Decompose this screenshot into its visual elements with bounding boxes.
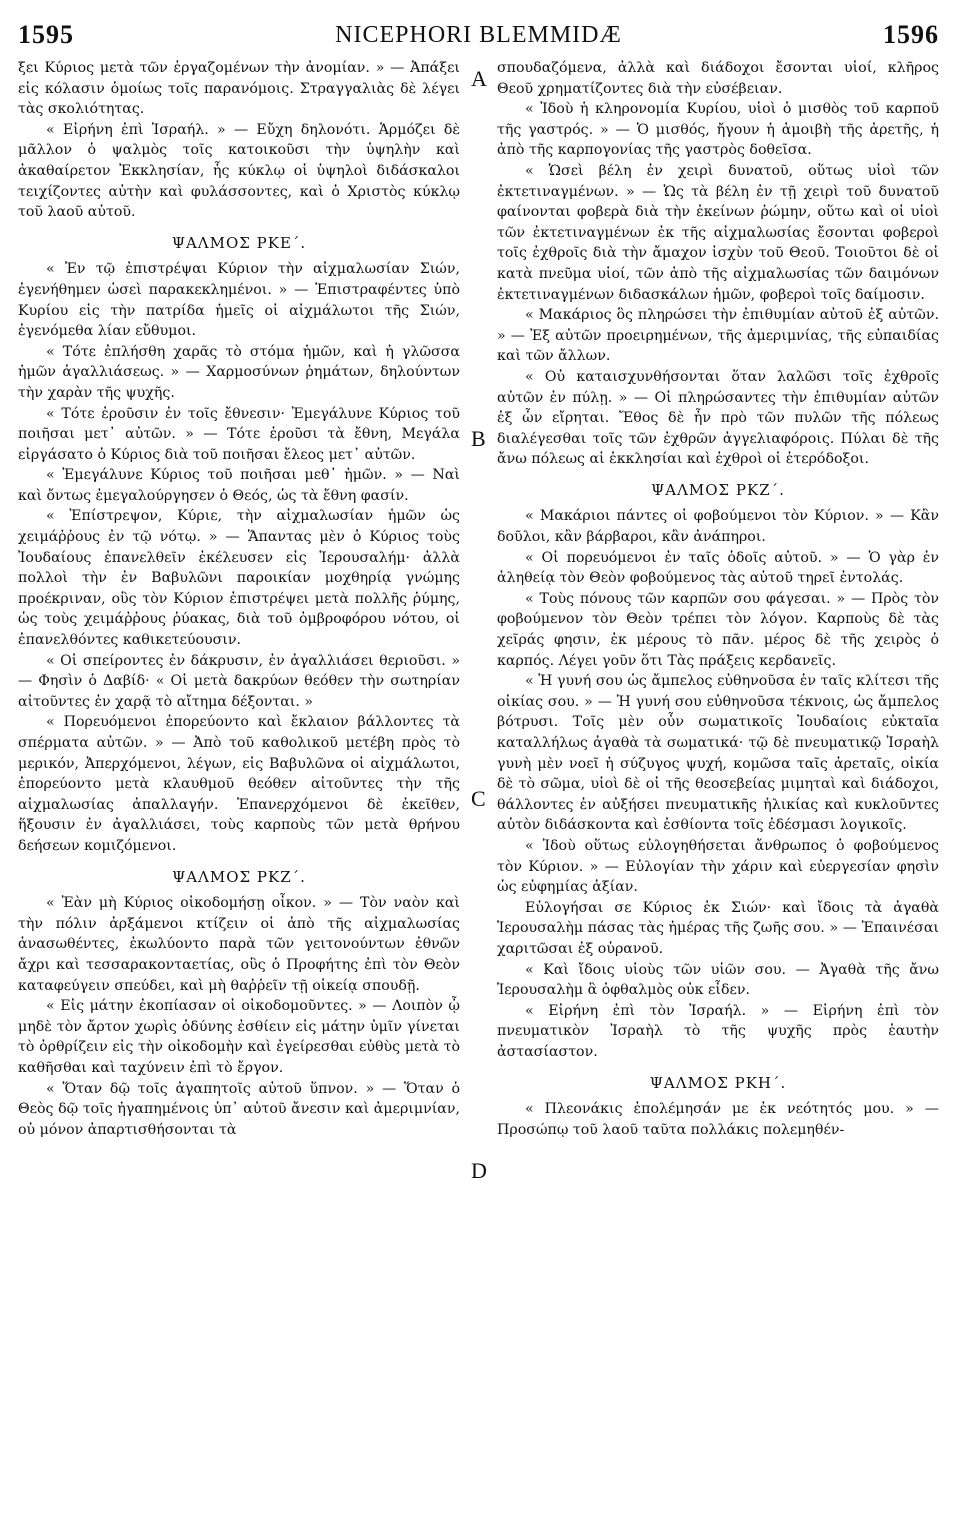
left-paragraph: « Πορευόμενοι ἐπορεύοντο καὶ ἔκλαιον βάλλοντες τὰ σπέρματα αὐτῶν. » — Ἀπὸ τοῦ καθολικοῦ μετέβη πρὸς τὸ μερικόν, Ἀπερχόμενοι, λέγων, εἰς Βαβυλῶνα οἱ αἰχμάλωτοι, ἐπορεύοντο μετὰ κλαυθμοῦ θεόθεν αἰτοῦντες τὴν τῆς αἰχμαλωσίας ἀπαλλαγήν. Ἐπανερχόμενοι δὲ ἐκεῖθεν, ἥξουσιν ἐν ἀγαλλιάσει, τοὺς καρποὺς τῶν μετὰ θρήνου δεήσεων κομιζόμενοι.: [18, 714, 460, 854]
right-paragraph: « Μακάριοι πάντες οἱ φοβούμενοι τὸν Κύριον. » — Κἂν δοῦλοι, κἂν βάρβαροι, κἂν ἀνάπηροι.: [497, 508, 939, 546]
right-paragraph: « Ἡ γυνή σου ὡς ἄμπελος εὐθηνοῦσα ἐν ταῖς κλίτεσι τῆς οἰκίας σου. » — Ἡ γυνή σου εὐθηνοῦσα τέκνοις, ὡς ἄμπελος βότρυσι. Τοῖς μὲν οὖν σωματικοῖς Ἰουδαίοις εὐκταῖα καταλλήλως ἀγαθὰ τὰ σωματικά· τῷ δὲ πνευματικῷ Ἰσραὴλ γυνὴ μὲν νοεῖ ἡ σύζυγος ψυχή, κομῶσα ταῖς ἀρεταῖς, οἰκία δὲ τὸ σῶμα, υἱοὶ δὲ οἱ τῆς θεοσεβείας μιμηταὶ καὶ διάδοχοι, θάλλοντες ἐν αὐξήσει πνευματικῆς ἡλικίας καὶ κυκλοῦντες αὐτὸν διδάσκοντα καὶ ἐσθίοντα τοῖς ἐδέσμασι λογικοῖς.: [497, 673, 939, 834]
left-paragraph: « Εἰρήνη ἐπὶ Ἰσραήλ. » — Εὔχη δηλονότι. Ἁρμόζει δὲ μᾶλλον ὁ ψαλμὸς τοῖς κατοικοῦσι τὴν ὑψηλὴν καὶ ἀκαθαίρετον Ἐκκλησίαν, ἧς κύκλῳ οἱ ὑψηλοὶ διδάσκαλοι τειχίζοντες αὐτὴν καὶ φυλάσσοντες, καὶ ὁ Χριστὸς κύκλῳ τοῦ λαοῦ αὐτοῦ.: [18, 121, 460, 221]
right-paragraph: « Οἱ πορευόμενοι ἐν ταῖς ὁδοῖς αὐτοῦ. » — Ὁ γὰρ ἐν ἀληθείᾳ τὸν Θεὸν φοβούμενος τὰς αὐτοῦ τηρεῖ ἐντολάς.: [497, 549, 939, 587]
margin-marker-a: A: [471, 66, 487, 91]
right-paragraph: « Καὶ ἴδοις υἱοὺς τῶν υἱῶν σου. — Ἀγαθὰ τῆς ἄνω Ἱερουσαλὴμ ἃ ὀφθαλμὸς οὐκ εἶδεν.: [497, 961, 939, 999]
right-psalm-heading: ΨΑΛΜΟΣ ΡΚΗ΄.: [649, 1073, 787, 1092]
left-paragraph: « Τότε ἐροῦσιν ἐν τοῖς ἔθνεσιν· Ἐμεγάλυνε Κύριος τοῦ ποιῆσαι μετ᾽ αὐτῶν. » — Τότε ἐροῦσι τὰ ἔθνη, Μεγάλα εἰργάσατο ὁ Κύριος διὰ τοῦ ποιῆσαι ἔλεος μετ᾽ αὐτῶν.: [18, 405, 460, 463]
page: [18, 14, 939, 1526]
left-paragraph: « Οἱ σπείροντες ἐν δάκρυσιν, ἐν ἀγαλλιάσει θεριοῦσι. » — Φησὶν ὁ Δαβίδ· « Οἱ μετὰ δακρύων θεόθεν τὴν σωτηρίαν αἰτοῦντες ἐν χαρᾷ τὸ αἴτημα δέξονται. »: [18, 652, 460, 710]
right-paragraph: « Πλεονάκις ἐπολέμησάν με ἐκ νεότητός μου. » — Προσώπῳ τοῦ λαοῦ ταῦτα πολλάκις πολεμηθέν-: [497, 1101, 939, 1138]
margin-marker-c: C: [471, 786, 486, 811]
text-columns: [18, 58, 939, 1183]
left-paragraph: « Εἰς μάτην ἐκοπίασαν οἱ οἰκοδομοῦντες. » — Λοιπὸν ᾧ μηδὲ τὸν ἄρτον χωρὶς ὀδύνης ἐσθίειν εἰς μάτην ὑμῖν γίνεται τὸ ὀρθρίζειν εἰς τὴν οἰκοδομὴν καὶ ἐγείρεσθαι εὐθὺς μετὰ τὸ καθῆσθαι καὶ ταχύνειν ἐπὶ τὸ ἔργον.: [18, 998, 460, 1076]
right-paragraph: σπουδαζόμενα, ἀλλὰ καὶ διάδοχοι ἔσονται υἱοί, κλῆρος Θεοῦ χρηματίζοντες διὰ τὴν εὐσέβειαν.: [497, 60, 939, 97]
left-paragraph: « Ἐπίστρεψον, Κύριε, τὴν αἰχμαλωσίαν ἡμῶν ὡς χειμάῤῥους ἐν τῷ νότῳ. » — Ἅπαντας μὲν ὁ Κύριος τοὺς Ἰουδαίους ἐπανελθεῖν ἐκέλευσεν εἰς Ἱερουσαλήμ· ἀλλὰ πολλοὶ τὴν ἐν Βαβυλῶνι παροικίαν μοχθηρίᾳ γνώμης προέκριναν, οὓς τὸν Κύριον ἐπιστρέψει μετὰ πολλῆς ῥύμης, ὡς τοὺς χειμάῤῥους ῥύακας, διὰ τοῦ ὀμβροφόρου νότου, οἱ ἐπανελθόντες καθικετεύουσιν.: [18, 508, 460, 649]
running-header: [18, 14, 939, 58]
right-column: [497, 58, 939, 1140]
margin-marker-b: B: [471, 426, 486, 451]
right-paragraph: « Εἰρήνη ἐπὶ τὸν Ἰσραήλ. » — Εἰρήνη ἐπὶ τὸν πνευματικὸν Ἰσραὴλ τὸ τῆς ψυχῆς πρὸς ἑαυτὴν ἀστασίαστον.: [497, 1002, 939, 1060]
right-psalm-heading: ΨΑΛΜΟΣ ΡΚΖ΄.: [651, 480, 785, 499]
left-paragraph: « Τότε ἐπλήσθη χαρᾶς τὸ στόμα ἡμῶν, καὶ ἡ γλῶσσα ἡμῶν ἀγαλλιάσεως. » — Χαρμοσύνων ῥημάτων, δηλούντων τὴν χαρὰν τῆς ψυχῆς.: [18, 343, 460, 401]
left-column: [18, 58, 460, 1140]
right-paragraph: Εὐλογήσαι σε Κύριος ἐκ Σιών· καὶ ἴδοις τὰ ἀγαθὰ Ἱερουσαλὴμ πάσας τὰς ἡμέρας τῆς ζωῆς σου. » — Ἐπαινέσαι χαριτῶσαι ἐξ οὐρανοῦ.: [497, 899, 939, 957]
right-paragraph: « Ἰδοὺ οὕτως εὐλογηθήσεται ἄνθρωπος ὁ φοβούμενος τὸν Κύριον. » — Εὐλογίαν τὴν χάριν καὶ εὐεργεσίαν φησὶν ὡς εὐφημίας ἀξίαν.: [497, 837, 939, 896]
left-psalm-heading: ΨΑΛΜΟΣ ΡΚΕ΄.: [171, 233, 307, 252]
right-paragraph: « Ὡσεὶ βέλη ἐν χειρὶ δυνατοῦ, οὕτως υἱοὶ τῶν ἐκτετιναγμένων. » — Ὡς τὰ βέλη ἐν τῇ χειρὶ τοῦ δυνατοῦ φαίνονται φοβερὰ διὰ τὴν ἐκείνων ῥώμην, οὕτω καὶ οἱ υἱοὶ τῶν ἐκτετιναγμένων ἐκ τῆς αἰχμαλωσίας ἔσονται φοβεροὶ τοῖς ἐχθροῖς διὰ τὴν ἄμαχον ἰσχὺν τοῦ Θεοῦ. Τοιοῦτοι δὲ οἱ κατὰ πνεῦμα υἱοί, τῶν ἀπὸ τῆς αἰχμαλωσίας τῶν δαιμόνων ἐκτετιναγμένων διδασκάλων ἡμῶν, φοβεροὶ τοῖς δαίμοσιν.: [497, 162, 939, 303]
left-page-number: 1595: [18, 20, 74, 49]
left-paragraph: « Ἐμεγάλυνε Κύριος τοῦ ποιῆσαι μεθ᾽ ἡμῶν. » — Ναὶ καὶ ὄντως ἐμεγαλούργησεν ὁ Θεός, ὡς τὰ ἔθνη φασίν.: [18, 467, 460, 504]
right-paragraph: « Τοὺς πόνους τῶν καρπῶν σου φάγεσαι. » — Πρὸς τὸν φοβούμενον τὸν Θεὸν τρέπει τὸν λόγον. Καρποὺς δὲ τὰς χεῖράς φησιν, ἐκ μέρους τὸ πᾶν. μέρος δὲ τῆς χειρὸς ὁ καρπός. Λέγει γοῦν ὅτι Τὰς πράξεις κερδανεῖς.: [497, 590, 939, 669]
left-paragraph: ξει Κύριος μετὰ τῶν ἐργαζομένων τὴν ἀνομίαν. » — Ἀπάξει εἰς κόλασιν ὁμοίως τοῖς παρανόμοις. Στραγγαλιὰς δὲ λέγει τὰς σκολιότητας.: [18, 60, 460, 118]
running-title: NICEPHORI BLEMMIDÆ: [335, 22, 622, 48]
left-paragraph: « Ἐὰν μὴ Κύριος οἰκοδομήσῃ οἶκον. » — Τὸν ναὸν καὶ τὴν πόλιν ἀρξάμενοι κτίζειν οἱ ἀπὸ τῆς αἰχμαλωσίας ἀνασωθέντες, ἐκωλύοντο παρὰ τῶν γειτονούντων ἐθνῶν ἄχρι καὶ τεσσαρακονταετίας, οὓς ὁ Προφήτης ἐπὶ τὸν Θεὸν καταφεύγειν σπεύδει, καὶ μὴ θαῤῥεῖν τῇ οἰκείᾳ σπουδῇ.: [18, 895, 460, 994]
right-paragraph: « Ἰδοὺ ἡ κληρονομία Κυρίου, υἱοὶ ὁ μισθὸς τοῦ καρποῦ τῆς γαστρός. » — Ὁ μισθός, ἤγουν ἡ ἀμοιβὴ τῆς ἀρετῆς, ἡ ἀπὸ τῆς καρπογονίας τῆς γαστρὸς δοθεῖσα.: [497, 101, 939, 159]
left-psalm-heading: ΨΑΛΜΟΣ ΡΚΖ΄.: [172, 867, 306, 886]
left-paragraph: « Ὅταν δῷ τοῖς ἀγαπητοῖς αὐτοῦ ὕπνον. » — Ὅταν ὁ Θεὸς δῷ τοῖς ἠγαπημένοις ὑπ᾽ αὐτοῦ ἄνεσιν καὶ ἀμεριμνίαν, οὐ μόνον ἀπαρτισθήσονται τὰ: [18, 1080, 460, 1138]
right-paragraph: « Οὐ καταισχυνθήσονται ὅταν λαλῶσι τοῖς ἐχθροῖς αὐτῶν ἐν πύλῃ. » — Οἱ πληρώσαντες τὴν ἐπιθυμίαν αὐτῶν ἐξ ὧν εἴρηται. Ἔθος δὲ ἦν πρὸ τῶν πυλῶν τῆς πόλεως διαλέγεσθαι τοῖς τῶν ἐχθρῶν ἀγγελιαφόροις. Πύλαι δὲ τῆς ἄνω πόλεως αἱ ἐκκλησίαι καὶ ἐχθροὶ οἱ ἑτερόδοξοι.: [497, 368, 939, 468]
margin-marker-d: D: [471, 1158, 487, 1183]
right-page-number: 1596: [883, 20, 939, 49]
right-paragraph: « Μακάριος ὃς πληρώσει τὴν ἐπιθυμίαν αὐτοῦ ἐξ αὐτῶν. » — Ἐξ αὐτῶν προειρημένων, τῆς ἀμεριμνίας, τῆς εὐπαιδίας καὶ τῶν ἄλλων.: [497, 307, 939, 365]
left-paragraph: « Ἐν τῷ ἐπιστρέψαι Κύριον τὴν αἰχμαλωσίαν Σιών, ἐγενήθημεν ὡσεὶ παρακεκλημένοι. » — Ἐπιστραφέντες ὑπὸ Κυρίου εἰς τὴν πατρίδα ἡμεῖς οἱ αἰχμάλωτοι τῆς Σιών, ἐγενόμεθα λίαν εὔθυμοι.: [18, 261, 460, 340]
